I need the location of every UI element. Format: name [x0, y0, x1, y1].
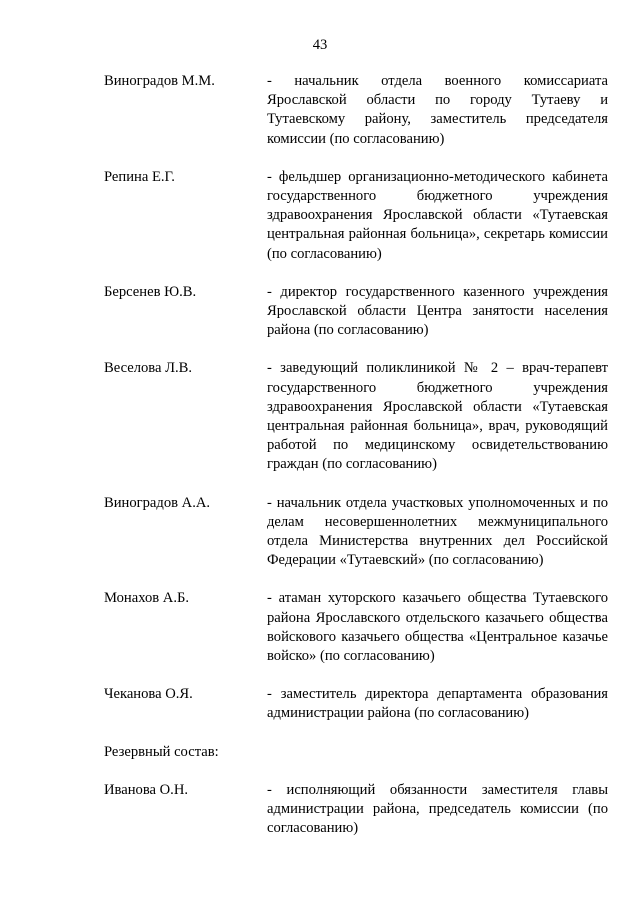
member-role: - атаман хуторского казачьего общества Тутаевского района Ярославского отдельского казачьего общества войскового казачьего общества «Центральное казачье войско» (по согласованию): [267, 590, 608, 665]
member-entry: [104, 283, 608, 341]
member-name: Веселова Л.В.: [104, 360, 193, 377]
member-entry: [104, 494, 608, 571]
member-role: - фельдшер организационно-методического кабинета государственного бюджетного учреждения здравоохранения Ярославской области «Тутаевская центральная районная больница», секретарь комиссии (по согласованию): [267, 168, 608, 262]
member-name: Репина Е.Г.: [104, 168, 175, 185]
member-entry: [104, 589, 608, 666]
member-role: - исполняющий обязанности заместителя главы администрации района, председатель комиссии (по согласованию): [267, 781, 608, 837]
member-name: Чеканова О.Я.: [104, 686, 193, 703]
member-entry: [104, 359, 608, 474]
page-number: 43: [312, 37, 328, 53]
member-name: Монахов А.Б.: [104, 590, 189, 607]
reserve-heading: Резервный состав:: [104, 743, 219, 760]
member-role: - начальник отдела участковых уполномоченных и по делам несовершеннолетних межмуниципального отдела Министерства внутренних дел Российской Федерации «Тутаевский» (по согласованию): [267, 494, 608, 569]
member-name: Виноградов М.М.: [104, 73, 215, 89]
member-entry: [104, 168, 608, 264]
member-role: - начальник отдела военного комиссариата Ярославской области по городу Тутаеву и Тутаевскому району, заместитель председателя комиссии (по согласованию): [267, 73, 608, 147]
member-name: Берсенев Ю.В.: [104, 283, 197, 300]
member-name: Иванова О.Н.: [104, 781, 189, 798]
member-entry: [104, 685, 608, 723]
member-role: - директор государственного казенного учреждения Ярославской области Центра занятости населения района (по согласованию): [267, 283, 608, 339]
member-role: - заместитель директора департамента образования администрации района (по согласованию): [267, 686, 608, 722]
reserve-member-entry: [104, 781, 608, 839]
member-name: Виноградов А.А.: [104, 494, 211, 511]
member-entry: [104, 72, 608, 149]
member-role: - заведующий поликлиникой № 2 – врач-терапевт государственного бюджетного учреждения здравоохранения Ярославской области «Тутаевская центральная районная больница», врач, руководящий работой по медицинскому освидетельствованию граждан (по согласованию): [267, 360, 608, 473]
commission-member-list: [104, 72, 608, 858]
